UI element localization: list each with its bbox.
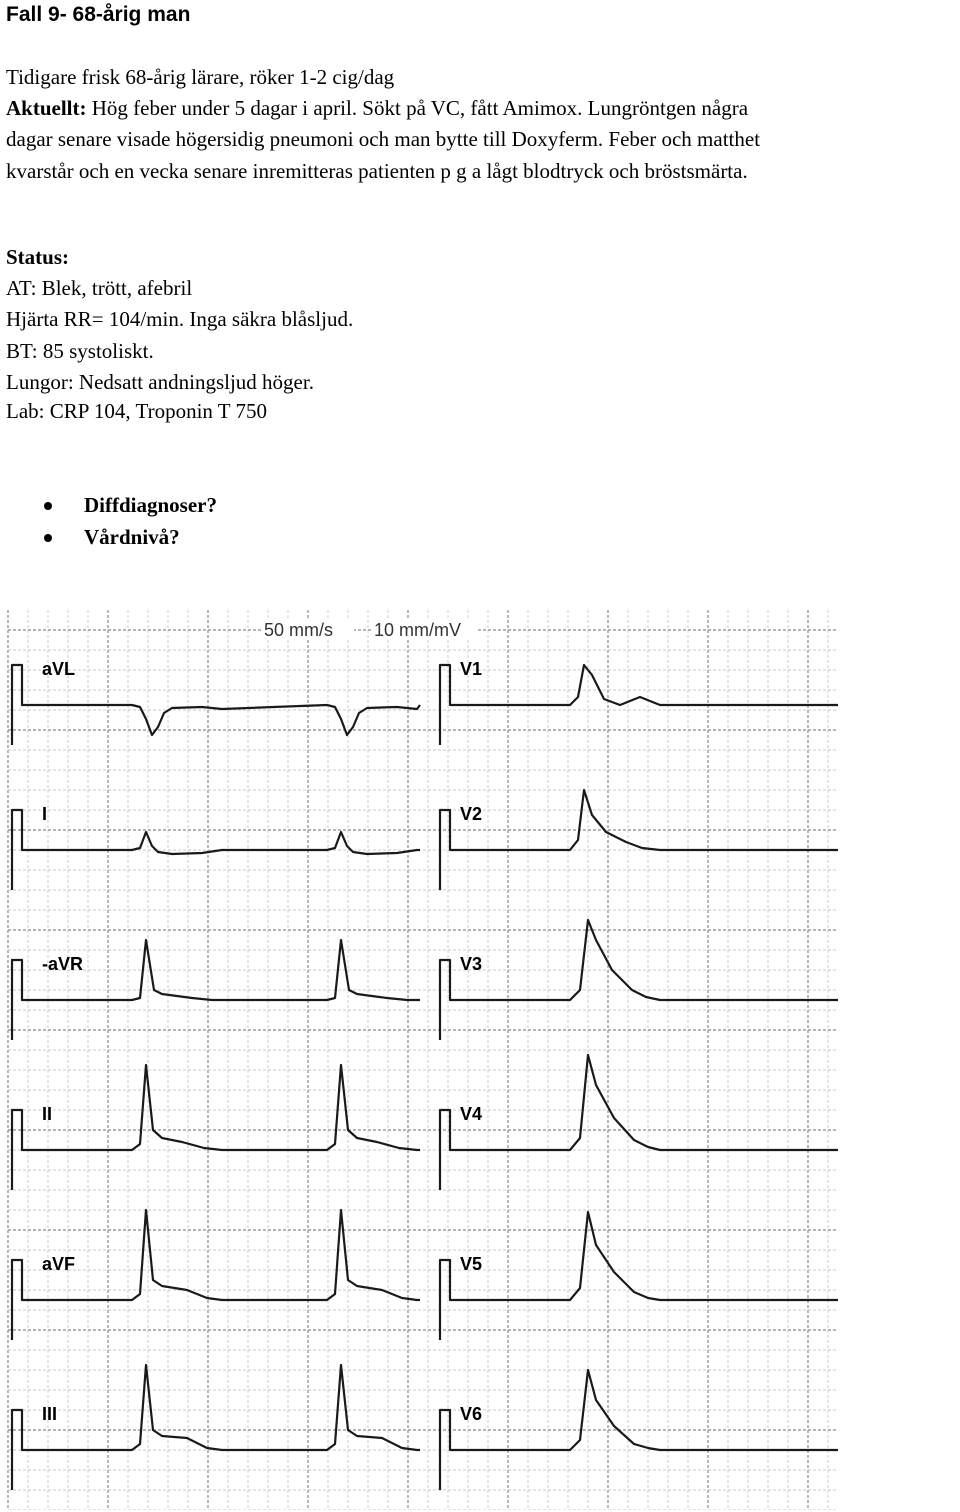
status-line-bp: BT: 85 systoliskt.	[6, 338, 154, 363]
question-item	[0, 522, 217, 554]
question-text: Vårdnivå?	[84, 524, 180, 549]
bullet-icon	[44, 534, 52, 542]
ecg-grid	[8, 610, 838, 1510]
lead-label-avf: aVF	[42, 1254, 76, 1274]
lead-label-v6: V6	[460, 1404, 483, 1424]
status-label: Status:	[6, 245, 70, 269]
status-section	[6, 242, 353, 398]
lead-label-v5: V5	[460, 1254, 483, 1274]
case-title: Fall 9- 68-årig man	[6, 3, 191, 26]
lead-label-avl: aVL	[42, 659, 76, 679]
status-line-heart: Hjärta RR= 104/min. Inga säkra blåsljud.	[6, 307, 354, 332]
history-section	[6, 62, 760, 187]
ecg-gain-label: 10 mm/mV	[374, 620, 462, 640]
ecg-strip	[0, 610, 960, 1510]
lead-label-v1: V1	[460, 659, 483, 679]
ecg-traces	[12, 665, 838, 1490]
question-list	[0, 490, 217, 553]
ecg-trace-iii	[12, 1365, 420, 1490]
history-line-1: Tidigare frisk 68-årig lärare, röker 1-2 cig/dag	[6, 65, 395, 89]
lead-label-v4: V4	[460, 1104, 483, 1124]
history-line-4: kvarstår och en vecka senare inremitteras patienten p g a lågt blodtryck och bröstsmärta.	[6, 158, 748, 183]
status-line-at: AT: Blek, trött, afebril	[6, 276, 193, 301]
ecg-speed-label: 50 mm/s	[264, 620, 334, 640]
lead-label-v3: V3	[460, 954, 483, 974]
ecg-trace-v5	[440, 1212, 838, 1340]
question-item	[0, 490, 217, 522]
status-line-lungs: Lungor: Nedsatt andningsljud höger.	[6, 369, 314, 394]
current-text: Hög feber under 5 dagar i april. Sökt på VC, fått Amimox. Lungröntgen några	[86, 96, 749, 121]
lab-line: Lab: CRP 104, Troponin T 750	[6, 399, 268, 423]
lead-label-iii: III	[42, 1404, 58, 1424]
ecg-trace-v2	[440, 790, 838, 890]
current-label: Aktuellt:	[6, 96, 87, 121]
ecg-trace-ii	[12, 1065, 420, 1190]
history-line-3: dagar senare visade högersidig pneumoni och man bytte till Doxyferm. Feber och matthet	[6, 127, 761, 152]
ecg-trace-v3	[440, 920, 838, 1040]
history-line-2	[6, 93, 760, 124]
lead-label-ii: II	[42, 1104, 53, 1124]
question-text: Diffdiagnoser?	[84, 493, 217, 517]
lead-label-v2: V2	[460, 804, 483, 824]
ecg-trace-v1	[440, 665, 838, 745]
lead-label-neg-avr: -aVR	[42, 954, 84, 974]
bullet-icon	[44, 502, 52, 510]
lead-label-i: I	[42, 804, 48, 824]
